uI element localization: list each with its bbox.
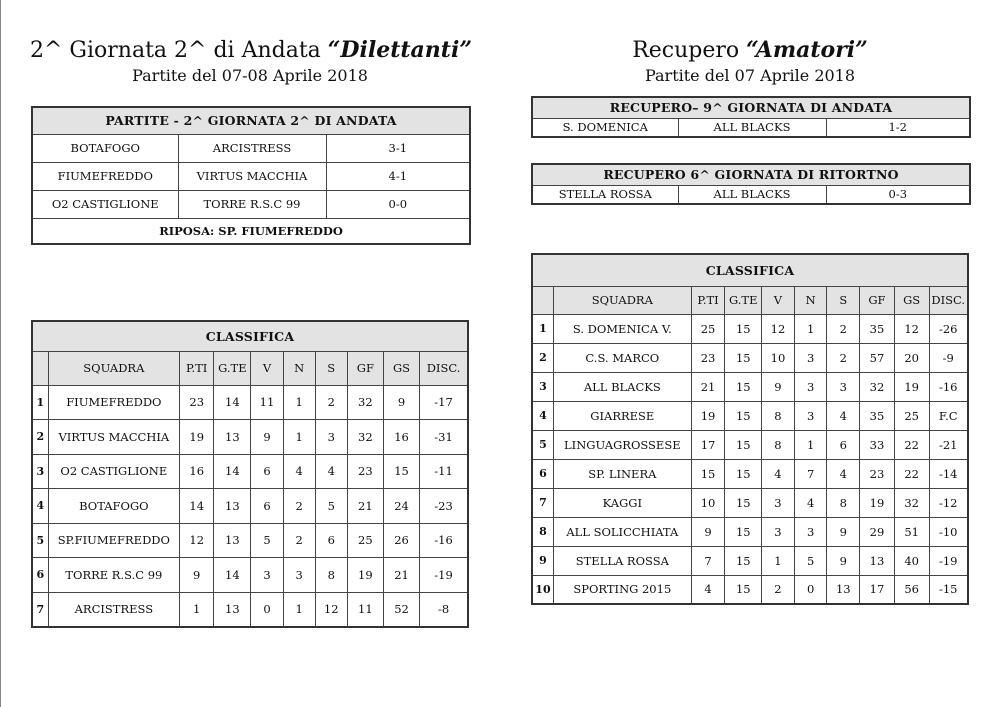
standings-discipline-cell: -8 xyxy=(420,592,468,627)
standings-drawn-cell: 3 xyxy=(794,343,827,372)
standings-row xyxy=(32,523,468,558)
match-score: 3-1 xyxy=(326,134,470,162)
match-home: S. DOMENICA xyxy=(532,118,678,137)
standings-goals-against-cell: 22 xyxy=(894,430,929,459)
standings-team-cell: VIRTUS MACCHIA xyxy=(48,420,180,455)
left-title-prefix: 2^ Giornata 2^ di Andata xyxy=(30,38,321,63)
left-matches-header: PARTITE - 2^ GIORNATA 2^ DI ANDATA xyxy=(32,107,470,134)
left-title xyxy=(30,36,470,65)
standings-won-cell: 9 xyxy=(251,420,283,455)
standings-position-cell: 8 xyxy=(532,517,553,546)
standings-played-cell: 15 xyxy=(725,401,762,430)
standings-goals-against-cell: 40 xyxy=(894,546,929,575)
standings-goals-for-cell: 32 xyxy=(347,420,383,455)
standings-discipline-cell: -21 xyxy=(929,430,968,459)
standings-team-cell: O2 CASTIGLIONE xyxy=(48,454,180,489)
standings-points-cell: 17 xyxy=(691,430,725,459)
standings-drawn-cell: 1 xyxy=(283,420,315,455)
standings-drawn-cell: 3 xyxy=(794,517,827,546)
standings-won-cell: 2 xyxy=(762,575,795,604)
standings-goals-against-cell: 19 xyxy=(894,372,929,401)
standings-position-cell: 1 xyxy=(32,385,48,420)
standings-goals-against-cell: 15 xyxy=(383,454,419,489)
standings-discipline-cell: -12 xyxy=(929,488,968,517)
standings-position-cell: 5 xyxy=(532,430,553,459)
match-away: ALL BLACKS xyxy=(678,185,826,204)
standings-played-cell: 13 xyxy=(214,489,251,524)
standings-points-cell: 9 xyxy=(180,558,214,593)
column-header: V xyxy=(762,286,795,314)
standings-lost-cell: 8 xyxy=(315,558,347,593)
standings-position-cell: 6 xyxy=(32,558,48,593)
match-row xyxy=(32,162,470,190)
standings-team-cell: LINGUAGROSSESE xyxy=(553,430,691,459)
match-away: TORRE R.S.C 99 xyxy=(178,190,326,218)
standings-won-cell: 6 xyxy=(251,454,283,489)
standings-drawn-cell: 2 xyxy=(283,523,315,558)
standings-goals-for-cell: 11 xyxy=(347,592,383,627)
standings-discipline-cell: -9 xyxy=(929,343,968,372)
column-header: N xyxy=(794,286,827,314)
right-subtitle: Partite del 07 Aprile 2018 xyxy=(644,66,856,85)
standings-points-cell: 9 xyxy=(691,517,725,546)
standings-row xyxy=(32,385,468,420)
standings-played-cell: 14 xyxy=(214,558,251,593)
match-home: O2 CASTIGLIONE xyxy=(32,190,178,218)
match-away: ALL BLACKS xyxy=(678,118,826,137)
standings-position-cell: 5 xyxy=(32,523,48,558)
standings-played-cell: 15 xyxy=(725,517,762,546)
standings-won-cell: 3 xyxy=(762,488,795,517)
standings-row xyxy=(532,517,968,546)
standings-row xyxy=(532,430,968,459)
standings-discipline-cell: -16 xyxy=(929,372,968,401)
match-row xyxy=(32,134,470,162)
standings-drawn-cell: 2 xyxy=(283,489,315,524)
standings-goals-against-cell: 16 xyxy=(383,420,419,455)
standings-goals-for-cell: 19 xyxy=(347,558,383,593)
column-header: DISC. xyxy=(420,351,468,385)
standings-team-cell: BOTAFOGO xyxy=(48,489,180,524)
standings-discipline-cell: -11 xyxy=(420,454,468,489)
standings-row xyxy=(532,314,968,343)
standings-won-cell: 4 xyxy=(762,459,795,488)
standings-won-cell: 11 xyxy=(251,385,283,420)
standings-column-headers xyxy=(532,286,968,314)
left-matches-table xyxy=(31,106,471,245)
left-standings-rows xyxy=(32,385,468,627)
standings-goals-against-cell: 25 xyxy=(894,401,929,430)
standings-lost-cell: 6 xyxy=(827,430,860,459)
standings-won-cell: 3 xyxy=(251,558,283,593)
standings-discipline-cell: -16 xyxy=(420,523,468,558)
standings-goals-for-cell: 35 xyxy=(860,314,895,343)
standings-drawn-cell: 4 xyxy=(794,488,827,517)
standings-drawn-cell: 1 xyxy=(794,314,827,343)
standings-discipline-cell: -19 xyxy=(929,546,968,575)
match-score: 1-2 xyxy=(826,118,970,137)
standings-lost-cell: 3 xyxy=(315,420,347,455)
standings-team-cell: S. DOMENICA V. xyxy=(553,314,691,343)
standings-goals-for-cell: 25 xyxy=(347,523,383,558)
standings-position-cell: 6 xyxy=(532,459,553,488)
standings-points-cell: 12 xyxy=(180,523,214,558)
standings-points-cell: 21 xyxy=(691,372,725,401)
standings-goals-for-cell: 33 xyxy=(860,430,895,459)
standings-points-cell: 15 xyxy=(691,459,725,488)
standings-goals-against-cell: 21 xyxy=(383,558,419,593)
standings-position-cell: 3 xyxy=(32,454,48,489)
standings-row xyxy=(532,575,968,604)
right-title-prefix: Recupero xyxy=(632,38,740,63)
standings-goals-against-cell: 9 xyxy=(383,385,419,420)
standings-lost-cell: 9 xyxy=(827,517,860,546)
standings-goals-for-cell: 21 xyxy=(347,489,383,524)
standings-played-cell: 15 xyxy=(725,343,762,372)
standings-drawn-cell: 3 xyxy=(283,558,315,593)
standings-discipline-cell: -23 xyxy=(420,489,468,524)
standings-played-cell: 14 xyxy=(214,385,251,420)
right-standings-rows xyxy=(532,314,968,604)
standings-goals-for-cell: 19 xyxy=(860,488,895,517)
match-away: ARCISTRESS xyxy=(178,134,326,162)
standings-row xyxy=(32,558,468,593)
column-header: GF xyxy=(347,351,383,385)
standings-won-cell: 9 xyxy=(762,372,795,401)
standings-goals-against-cell: 51 xyxy=(894,517,929,546)
standings-row xyxy=(32,454,468,489)
standings-row xyxy=(32,420,468,455)
standings-played-cell: 15 xyxy=(725,314,762,343)
standings-lost-cell: 4 xyxy=(827,401,860,430)
standings-position-cell: 2 xyxy=(32,420,48,455)
standings-played-cell: 15 xyxy=(725,488,762,517)
standings-position-cell: 4 xyxy=(532,401,553,430)
standings-lost-cell: 2 xyxy=(315,385,347,420)
standings-team-cell: FIUMEFREDDO xyxy=(48,385,180,420)
standings-lost-cell: 8 xyxy=(827,488,860,517)
recovery2-table xyxy=(531,163,971,205)
standings-drawn-cell: 0 xyxy=(794,575,827,604)
standings-lost-cell: 2 xyxy=(827,343,860,372)
match-row xyxy=(532,185,970,204)
standings-goals-for-cell: 13 xyxy=(860,546,895,575)
standings-team-cell: SP.FIUMEFREDDO xyxy=(48,523,180,558)
column-header: GS xyxy=(894,286,929,314)
standings-discipline-cell: F.C xyxy=(929,401,968,430)
standings-team-cell: KAGGI xyxy=(553,488,691,517)
standings-team-cell: ALL SOLICCHIATA xyxy=(553,517,691,546)
standings-goals-against-cell: 52 xyxy=(383,592,419,627)
standings-lost-cell: 4 xyxy=(827,459,860,488)
standings-row xyxy=(532,401,968,430)
standings-points-cell: 4 xyxy=(691,575,725,604)
standings-lost-cell: 6 xyxy=(315,523,347,558)
standings-goals-against-cell: 26 xyxy=(383,523,419,558)
standings-discipline-cell: -26 xyxy=(929,314,968,343)
recovery2-header: RECUPERO 6^ GIORNATA DI RITORTNO xyxy=(532,164,970,185)
standings-lost-cell: 4 xyxy=(315,454,347,489)
left-standings-header: CLASSIFICA xyxy=(32,321,468,351)
standings-goals-for-cell: 23 xyxy=(347,454,383,489)
column-header: SQUADRA xyxy=(48,351,180,385)
standings-row xyxy=(532,459,968,488)
standings-goals-against-cell: 12 xyxy=(894,314,929,343)
standings-goals-for-cell: 57 xyxy=(860,343,895,372)
standings-goals-for-cell: 35 xyxy=(860,401,895,430)
left-border-line xyxy=(0,0,1,707)
standings-points-cell: 16 xyxy=(180,454,214,489)
standings-position-cell: 10 xyxy=(532,575,553,604)
standings-drawn-cell: 1 xyxy=(794,430,827,459)
standings-drawn-cell: 3 xyxy=(794,401,827,430)
standings-points-cell: 7 xyxy=(691,546,725,575)
left-standings-table xyxy=(31,320,469,628)
column-header: N xyxy=(283,351,315,385)
standings-points-cell: 10 xyxy=(691,488,725,517)
standings-drawn-cell: 4 xyxy=(283,454,315,489)
standings-discipline-cell: -15 xyxy=(929,575,968,604)
standings-won-cell: 10 xyxy=(762,343,795,372)
column-header: G.TE xyxy=(214,351,251,385)
standings-row xyxy=(532,343,968,372)
standings-goals-for-cell: 32 xyxy=(860,372,895,401)
standings-discipline-cell: -17 xyxy=(420,385,468,420)
standings-points-cell: 14 xyxy=(180,489,214,524)
standings-team-cell: ARCISTRESS xyxy=(48,592,180,627)
standings-position-cell: 7 xyxy=(32,592,48,627)
standings-team-cell: SPORTING 2015 xyxy=(553,575,691,604)
standings-goals-against-cell: 20 xyxy=(894,343,929,372)
rest-note: RIPOSA: SP. FIUMEFREDDO xyxy=(32,218,470,244)
standings-lost-cell: 9 xyxy=(827,546,860,575)
standings-won-cell: 8 xyxy=(762,401,795,430)
recovery1-header: RECUPERO– 9^ GIORNATA DI ANDATA xyxy=(532,97,970,118)
standings-played-cell: 15 xyxy=(725,546,762,575)
standings-row xyxy=(532,372,968,401)
standings-lost-cell: 2 xyxy=(827,314,860,343)
right-title-category: “Amatori” xyxy=(746,37,868,63)
standings-won-cell: 8 xyxy=(762,430,795,459)
standings-won-cell: 6 xyxy=(251,489,283,524)
standings-discipline-cell: -10 xyxy=(929,517,968,546)
standings-goals-against-cell: 22 xyxy=(894,459,929,488)
standings-drawn-cell: 1 xyxy=(283,385,315,420)
standings-goals-against-cell: 56 xyxy=(894,575,929,604)
standings-team-cell: GIARRESE xyxy=(553,401,691,430)
standings-team-cell: ALL BLACKS xyxy=(553,372,691,401)
standings-goals-for-cell: 32 xyxy=(347,385,383,420)
standings-points-cell: 1 xyxy=(180,592,214,627)
standings-played-cell: 15 xyxy=(725,459,762,488)
standings-lost-cell: 13 xyxy=(827,575,860,604)
column-header: G.TE xyxy=(725,286,762,314)
standings-discipline-cell: -19 xyxy=(420,558,468,593)
standings-goals-against-cell: 24 xyxy=(383,489,419,524)
standings-discipline-cell: -14 xyxy=(929,459,968,488)
match-home: STELLA ROSSA xyxy=(532,185,678,204)
standings-drawn-cell: 7 xyxy=(794,459,827,488)
match-home: BOTAFOGO xyxy=(32,134,178,162)
standings-points-cell: 23 xyxy=(691,343,725,372)
column-header: GF xyxy=(860,286,895,314)
standings-team-cell: STELLA ROSSA xyxy=(553,546,691,575)
standings-discipline-cell: -31 xyxy=(420,420,468,455)
match-row xyxy=(32,190,470,218)
column-header: S xyxy=(315,351,347,385)
standings-position-cell: 9 xyxy=(532,546,553,575)
recovery1-table xyxy=(531,96,971,138)
column-header: P.TI xyxy=(180,351,214,385)
position-header xyxy=(532,286,553,314)
column-header: GS xyxy=(383,351,419,385)
standings-team-cell: C.S. MARCO xyxy=(553,343,691,372)
standings-drawn-cell: 1 xyxy=(283,592,315,627)
standings-goals-for-cell: 29 xyxy=(860,517,895,546)
standings-played-cell: 15 xyxy=(725,430,762,459)
match-score: 0-0 xyxy=(326,190,470,218)
standings-played-cell: 15 xyxy=(725,372,762,401)
right-standings-header: CLASSIFICA xyxy=(532,254,968,286)
match-home: FIUMEFREDDO xyxy=(32,162,178,190)
standings-row xyxy=(32,592,468,627)
standings-row xyxy=(532,546,968,575)
right-standings-table xyxy=(531,253,969,605)
standings-position-cell: 7 xyxy=(532,488,553,517)
standings-team-cell: TORRE R.S.C 99 xyxy=(48,558,180,593)
standings-points-cell: 23 xyxy=(180,385,214,420)
match-away: VIRTUS MACCHIA xyxy=(178,162,326,190)
standings-played-cell: 13 xyxy=(214,420,251,455)
standings-played-cell: 14 xyxy=(214,454,251,489)
standings-column-headers xyxy=(32,351,468,385)
column-header: V xyxy=(251,351,283,385)
standings-points-cell: 25 xyxy=(691,314,725,343)
position-header xyxy=(32,351,48,385)
standings-goals-for-cell: 23 xyxy=(860,459,895,488)
standings-position-cell: 3 xyxy=(532,372,553,401)
standings-won-cell: 0 xyxy=(251,592,283,627)
left-subtitle: Partite del 07-08 Aprile 2018 xyxy=(132,66,368,85)
match-score: 4-1 xyxy=(326,162,470,190)
standings-position-cell: 2 xyxy=(532,343,553,372)
standings-won-cell: 5 xyxy=(251,523,283,558)
column-header: S xyxy=(827,286,860,314)
column-header: P.TI xyxy=(691,286,725,314)
right-title xyxy=(530,36,970,65)
standings-won-cell: 12 xyxy=(762,314,795,343)
standings-lost-cell: 12 xyxy=(315,592,347,627)
match-score: 0-3 xyxy=(826,185,970,204)
standings-position-cell: 1 xyxy=(532,314,553,343)
standings-drawn-cell: 5 xyxy=(794,546,827,575)
standings-row xyxy=(532,488,968,517)
standings-points-cell: 19 xyxy=(180,420,214,455)
column-header: SQUADRA xyxy=(553,286,691,314)
standings-drawn-cell: 3 xyxy=(794,372,827,401)
match-row xyxy=(532,118,970,137)
standings-lost-cell: 5 xyxy=(315,489,347,524)
standings-goals-for-cell: 17 xyxy=(860,575,895,604)
standings-position-cell: 4 xyxy=(32,489,48,524)
standings-played-cell: 13 xyxy=(214,523,251,558)
left-title-category: “Dilettanti” xyxy=(327,37,472,63)
standings-goals-against-cell: 32 xyxy=(894,488,929,517)
standings-won-cell: 3 xyxy=(762,517,795,546)
standings-team-cell: SP. LINERA xyxy=(553,459,691,488)
standings-played-cell: 13 xyxy=(214,592,251,627)
standings-lost-cell: 3 xyxy=(827,372,860,401)
standings-played-cell: 15 xyxy=(725,575,762,604)
column-header: DISC. xyxy=(929,286,968,314)
standings-won-cell: 1 xyxy=(762,546,795,575)
standings-points-cell: 19 xyxy=(691,401,725,430)
standings-row xyxy=(32,489,468,524)
